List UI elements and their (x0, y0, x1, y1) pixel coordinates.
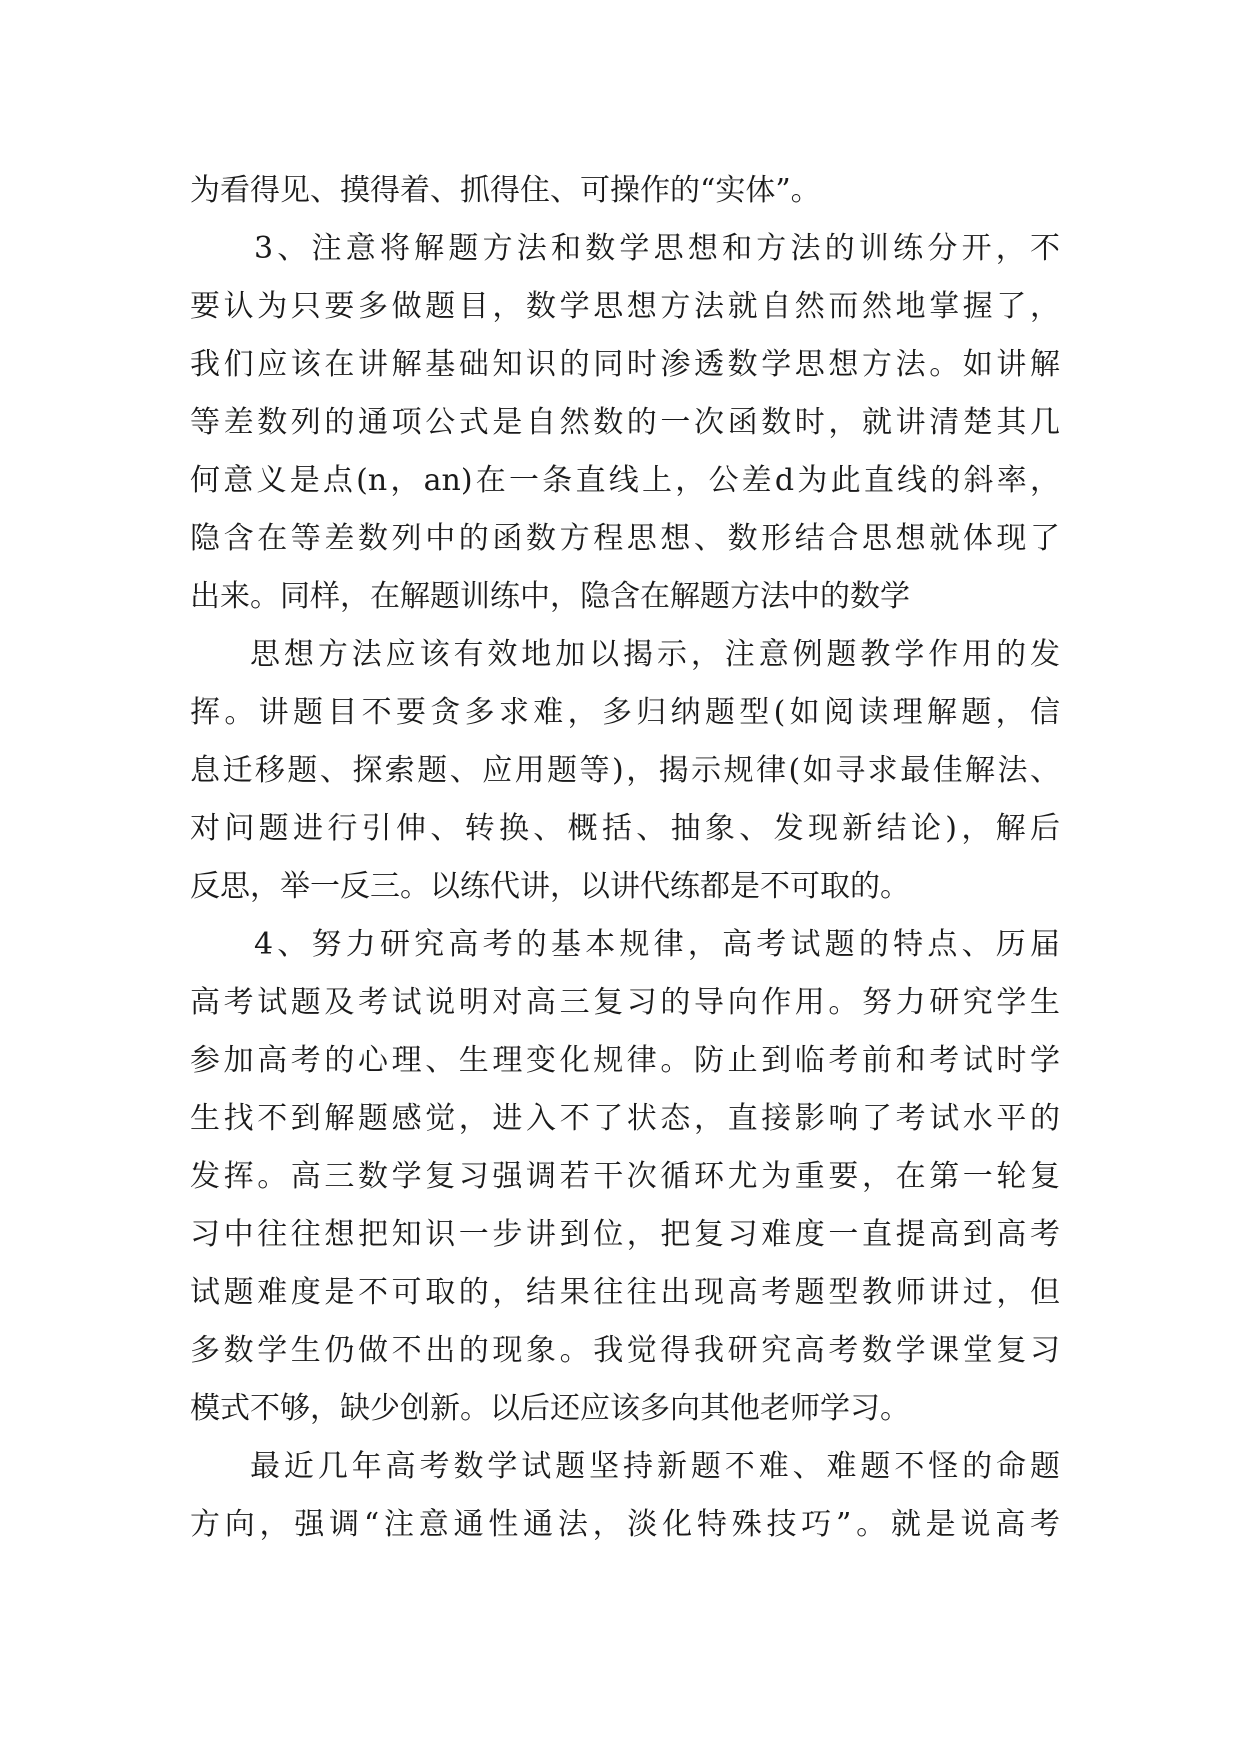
text-line: 试题难度是不可取的，结果往往出现高考题型教师讲过，但 (190, 1275, 1060, 1310)
text-line: 思想方法应该有效地加以揭示，注意例题教学作用的发 (250, 637, 1060, 672)
text-line: 何意义是点(n，an)在一条直线上，公差d为此直线的斜率， (190, 463, 1060, 498)
text-line: 多数学生仍做不出的现象。我觉得我研究高考数学课堂复习 (190, 1333, 1060, 1368)
text-line: 生找不到解题感觉，进入不了状态，直接影响了考试水平的 (190, 1101, 1060, 1136)
text-line: 发挥。高三数学复习强调若干次循环尤为重要，在第一轮复 (190, 1159, 1060, 1194)
text-line: 习中往往想把知识一步讲到位，把复习难度一直提高到高考 (190, 1217, 1060, 1252)
text-line: 为看得见、摸得着、抓得住、可操作的“实体”。 (190, 173, 821, 208)
text-line: 要认为只要多做题目，数学思想方法就自然而然地掌握了， (190, 289, 1060, 324)
document-body (190, 162, 1060, 1554)
text-line: 隐含在等差数列中的函数方程思想、数形结合思想就体现了 (190, 521, 1060, 556)
text-line: 3、注意将解题方法和数学思想和方法的训练分开，不 (254, 231, 1060, 266)
text-line: 对问题进行引伸、转换、概括、抽象、发现新结论)，解后 (190, 811, 1060, 846)
text-line: 方向，强调“注意通性通法，淡化特殊技巧”。就是说高考 (190, 1507, 1060, 1542)
text-line: 最近几年高考数学试题坚持新题不难、难题不怪的命题 (250, 1449, 1060, 1484)
text-line: 等差数列的通项公式是自然数的一次函数时，就讲清楚其几 (190, 405, 1060, 440)
text-line: 挥。讲题目不要贪多求难，多归纳题型(如阅读理解题，信 (190, 695, 1060, 730)
text-line: 高考试题及考试说明对高三复习的导向作用。努力研究学生 (190, 985, 1060, 1020)
text-line: 反思，举一反三。以练代讲，以讲代练都是不可取的。 (190, 869, 910, 904)
text-line: 息迁移题、探索题、应用题等)，揭示规律(如寻求最佳解法、 (190, 753, 1060, 788)
text-line: 出来。同样，在解题训练中，隐含在解题方法中的数学 (190, 579, 910, 614)
text-line: 模式不够，缺少创新。以后还应该多向其他老师学习。 (190, 1391, 910, 1426)
text-line: 4、努力研究高考的基本规律，高考试题的特点、历届 (254, 927, 1060, 962)
text-line: 我们应该在讲解基础知识的同时渗透数学思想方法。如讲解 (190, 347, 1060, 382)
text-line: 参加高考的心理、生理变化规律。防止到临考前和考试时学 (190, 1043, 1060, 1078)
